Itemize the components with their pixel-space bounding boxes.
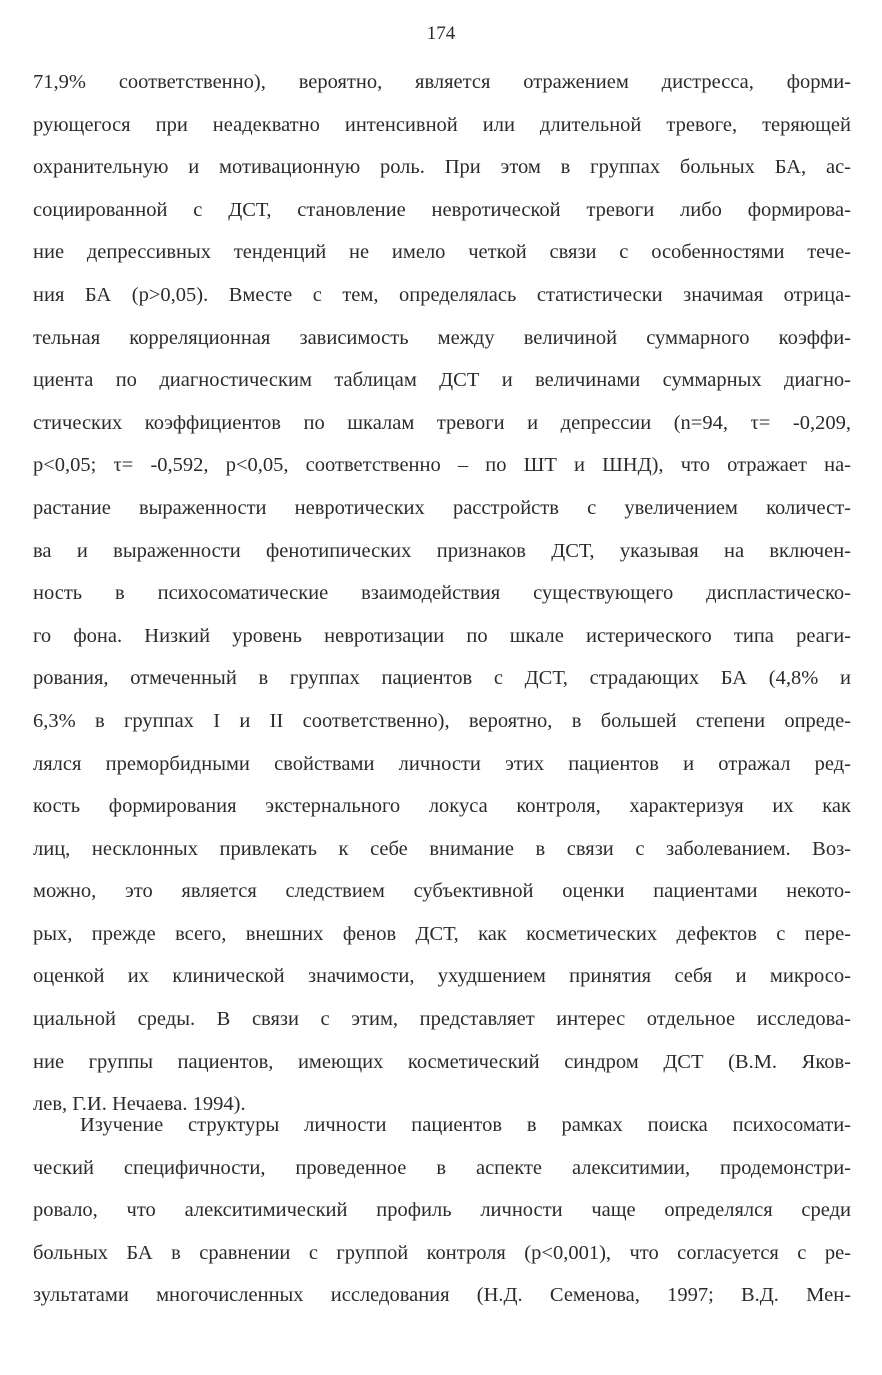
text-line: ние депрессивных тенденций не имело четкой связи с особенностями тече- bbox=[33, 241, 851, 264]
text-line: 71,9% соответственно), вероятно, является отражением дистресса, форми- bbox=[33, 71, 851, 93]
page-number: 174 bbox=[426, 23, 456, 44]
text-line: можно, это является следствием субъективной оценки пациентами некото- bbox=[33, 880, 851, 903]
text-line: растание выраженности невротических расстройств с увеличением количест- bbox=[33, 496, 851, 519]
text-line: рующегося при неадекватно интенсивной или длительной тревоге, теряющей bbox=[33, 113, 851, 136]
text-line: охранительную и мотивационную роль. При этом в группах больных БА, ас- bbox=[33, 156, 851, 179]
text-line: ва и выраженности фенотипических признаков ДСТ, указывая на включен- bbox=[33, 539, 851, 562]
text-line: лялся преморбидными свойствами личности этих пациентов и отражал ред- bbox=[33, 752, 851, 775]
text-line: циента по диагностическим таблицам ДСТ и величинами суммарных диагно- bbox=[33, 369, 851, 392]
text-line: социированной с ДСТ, становление невротической тревоги либо формирова- bbox=[33, 198, 851, 221]
text-line: ческий специфичности, проведенное в аспекте алекситимии, продемонстри- bbox=[33, 1156, 851, 1179]
text-line: лиц, несклонных привлекать к себе внимание в связи с заболеванием. Воз- bbox=[33, 837, 851, 860]
text-line: го фона. Низкий уровень невротизации по шкале истерического типа реаги- bbox=[33, 624, 851, 647]
text-line: лев, Г.И. Нечаева. 1994). bbox=[33, 1093, 246, 1116]
text-line: рых, прежде всего, внешних фенов ДСТ, как косметических дефектов с пере- bbox=[33, 922, 851, 945]
text-line: циальной среды. В связи с этим, представляет интерес отдельное исследова- bbox=[33, 1008, 851, 1031]
paragraph-2 bbox=[33, 1104, 851, 1317]
text-line: ность в психосоматические взаимодействия существующего диспластическо- bbox=[33, 582, 851, 605]
text-line: оценкой их клинической значимости, ухудшением принятия себя и микросо- bbox=[33, 965, 851, 988]
text-line: Изучение структуры личности пациентов в рамках поиска психосомати- bbox=[80, 1114, 851, 1136]
paragraph-1 bbox=[33, 61, 851, 1126]
text-line: ния БА (р>0,05). Вместе с тем, определялась статистически значимая отрица- bbox=[33, 283, 851, 306]
text-line: рования, отмеченный в группах пациентов с ДСТ, страдающих БА (4,8% и bbox=[33, 667, 851, 690]
text-line: тельная корреляционная зависимость между величиной суммарного коэффи- bbox=[33, 326, 851, 349]
text-line: стических коэффициентов по шкалам тревоги и депрессии (n=94, τ= -0,209, bbox=[33, 411, 851, 434]
text-line: ние группы пациентов, имеющих косметический синдром ДСТ (В.М. Яков- bbox=[33, 1050, 851, 1073]
text-line: зультатами многочисленных исследования (Н.Д. Семенова, 1997; В.Д. Мен- bbox=[33, 1284, 851, 1307]
text-line: кость формирования экстернального локуса контроля, характеризуя их как bbox=[33, 795, 851, 818]
text-line: ровало, что алекситимический профиль личности чаще определялся среди bbox=[33, 1199, 851, 1222]
text-line: 6,3% в группах I и II соответственно), вероятно, в большей степени опреде- bbox=[33, 709, 851, 732]
text-line: больных БА в сравнении с группой контроля (р<0,001), что согласуется с ре- bbox=[33, 1241, 851, 1264]
text-line: р<0,05; τ= -0,592, р<0,05, соответственно – по ШТ и ШНД), что отражает на- bbox=[33, 454, 851, 477]
